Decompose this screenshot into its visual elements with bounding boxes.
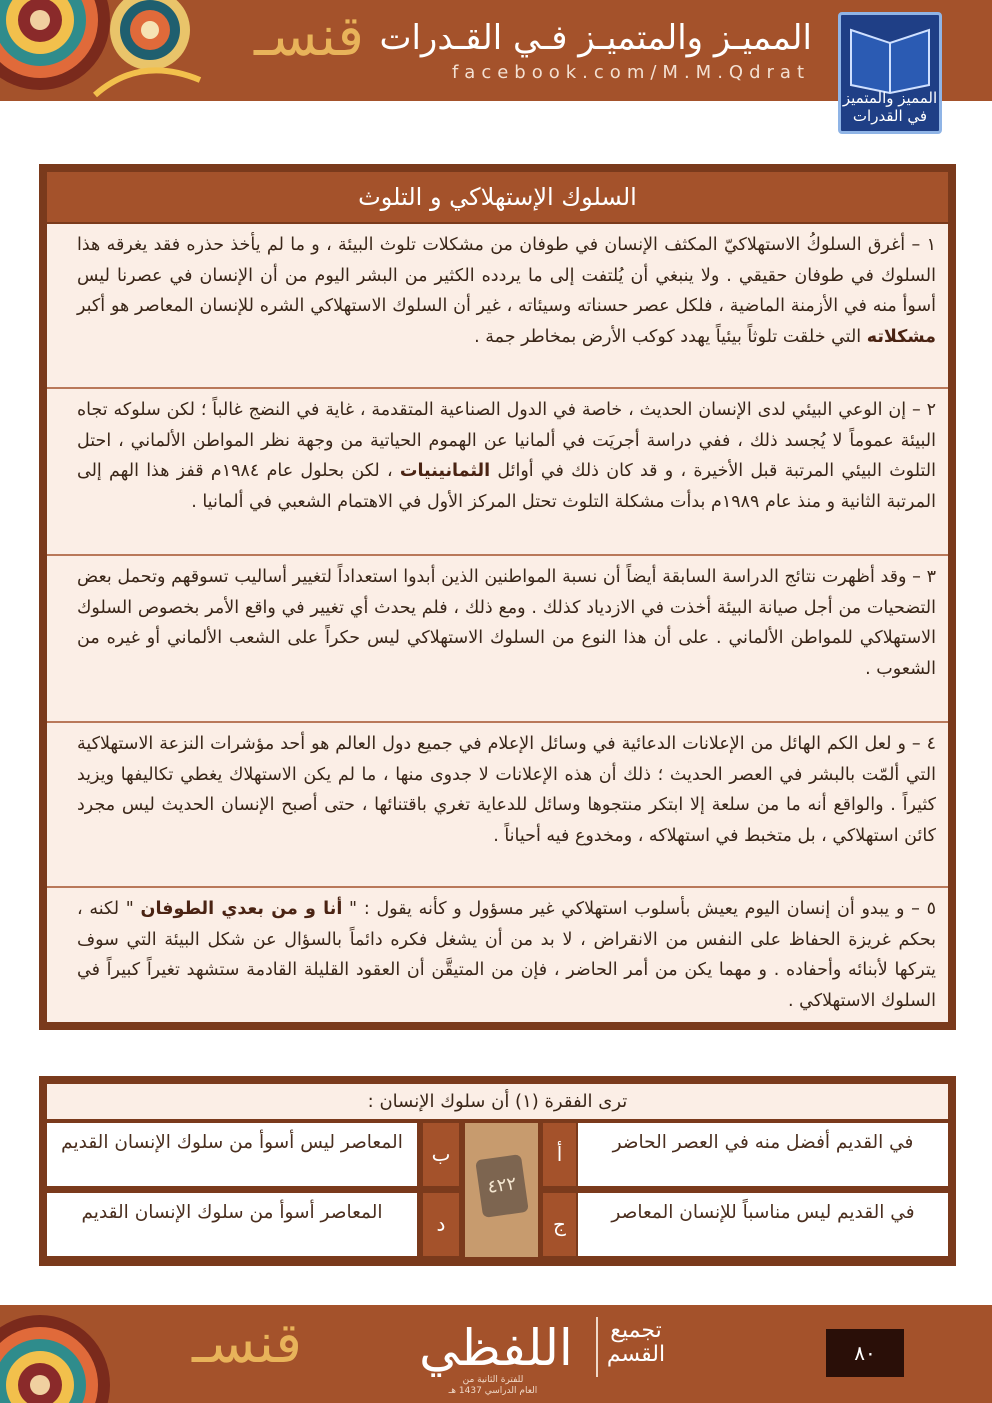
passage-body bbox=[47, 172, 948, 1022]
option-b-letter[interactable]: ب bbox=[423, 1123, 459, 1186]
option-c-letter[interactable]: ج bbox=[543, 1193, 576, 1256]
bold-term: الثمانينيات bbox=[399, 461, 491, 481]
option-d-text[interactable]: المعاصر أسوأ من سلوك الإنسان القديم bbox=[47, 1193, 417, 1256]
reading-passage bbox=[39, 164, 956, 1030]
brand-subtitle: للفترة الثانية من العام الدراسي 1437 هـ bbox=[448, 1375, 538, 1396]
site-title: المميـز والمتميـز فـي القـدرات bbox=[379, 18, 812, 58]
option-d-letter[interactable]: د bbox=[423, 1193, 459, 1256]
divider bbox=[596, 1317, 598, 1377]
paragraph-3: ٣ – وقد أظهرت نتائج الدراسة السابقة أيضاً أن نسبة المواطنين الذين أبدوا استعداداً لتغيير أساليب تسوقهم وتحمل بعض التضحيات من أجل صيانة البيئة أخذت في الازدياد كذلك . ومع ذلك ، فلم يحدث أي تغيير في واقع الأمر بخصوص السلوك الاستهلاكي للمواطن الألماني . على أن هذا النوع من السلوك الاستهلاكي ليس حكراً على الشعب الألماني أو غيره من الشعوب . bbox=[47, 556, 948, 723]
option-c-text[interactable]: في القديم ليس مناسباً للإنسان المعاصر bbox=[578, 1193, 948, 1256]
ornament-decoration bbox=[0, 1305, 180, 1403]
site-url[interactable]: facebook.com/M.M.Qdrat bbox=[451, 62, 810, 83]
paragraph-5: ٥ – و يبدو أن إنسان اليوم يعيش بأسلوب استهلاكي غير مسؤول و كأنه يقول : " أنا و من بعدي الطوفان " لكنه ، بحكم غريزة الحفاظ على النفس من الانقراض ، لا بد من أن يشغل فكره دائماً بالسؤال عن شكل البيئة التي سوف يتركها لأبنائه وأحفاده . و مهما يكن من أمر الحاضر ، فإن من المتيقَّن أن العقود القليلة القادمة ستشهد تغيراً كبيراً في السلوك الاستهلاكي . bbox=[77, 899, 937, 1011]
question-number: ٤٢٢ bbox=[475, 1154, 529, 1218]
passage-title: السلوك الإستهلاكي و التلوث bbox=[47, 172, 948, 224]
site-logo bbox=[838, 12, 942, 134]
option-a-text[interactable]: في القديم أفضل منه في العصر الحاضر bbox=[578, 1123, 948, 1186]
book-icon bbox=[841, 15, 939, 95]
page-number: ٨٠ bbox=[826, 1329, 904, 1377]
ornament-decoration bbox=[0, 0, 240, 101]
question-stem: ترى الفقرة (١) أن سلوك الإنسان : bbox=[47, 1084, 948, 1119]
bold-term: مشكلاته bbox=[866, 326, 936, 347]
bold-term: أنا و من بعدي الطوفان bbox=[140, 899, 343, 919]
page-footer bbox=[0, 1305, 992, 1403]
page-header bbox=[0, 0, 992, 125]
option-b-text[interactable]: المعاصر ليس أسوأ من سلوك الإنسان القديم bbox=[47, 1123, 417, 1186]
option-a-letter[interactable]: أ bbox=[543, 1123, 576, 1186]
brand-title: اللفظي bbox=[419, 1319, 573, 1377]
calligraphy-decoration: قنسـ bbox=[254, 4, 365, 69]
paragraph-2: ٢ – إن الوعي البيئي لدى الإنسان الحديث ، خاصة في الدول الصناعية المتقدمة ، غاية في النضج غالباً ؛ لكن سلوكه تجاه البيئة عموماً لا يُجسد ذلك ، ففي دراسة أجريَت في ألمانيا عن الهموم الحياتية من وجهة نظر المواطن الألماني ، احتل التلوث البيئي المرتبة قبل الأخيرة ، و قد كان ذلك في أوائل الثمانينيات ، لكن بحلول عام ١٩٨٤م قفز هذا الهم إلى المرتبة الثانية و منذ عام ١٩٨٩م بدأت مشكلة التلوث تحتل المركز الأول في الاهتمام الشعبي في ألمانيا . bbox=[47, 389, 948, 556]
question-number-tile bbox=[465, 1123, 538, 1257]
paragraph-1: ١ – أغرق السلوكُ الاستهلاكيّ المكثف الإنسان في طوفان من مشكلات تلوث البيئة ، و ما لم يأخذ حذره فقد يغرقه هذا السلوك في طوفان حقيقي . ولا ينبغي أن يُلتفت إلى ما يردده الكثير من البشر اليوم من أن الإنسان في عصرنا ليس أسوأ منه في الأزمنة الماضية ، فلكل عصر حسناته وسيئاته ، غير أن السلوك الاستهلاكي الشره للإنسان المعاصر هو أكبر مشكلاته التي خلقت تلوثاً بيئياً يهدد كوكب الأرض بمخاطر جمة . bbox=[47, 224, 948, 389]
calligraphy-decoration: قنسـ bbox=[192, 1311, 303, 1376]
logo-text: المميز والمتميز في القدرات bbox=[842, 89, 938, 125]
collection-label: تجميع القسم bbox=[606, 1318, 666, 1367]
paragraph-4: ٤ – و لعل الكم الهائل من الإعلانات الدعائية في وسائل الإعلام في جميع دول العالم هو أحد مؤشرات النزعة الاستهلاكية التي ألمّت بالبشر في العصر الحديث ؛ ذلك أن هذه الإعلانات لا جدوى منها ، ما لم يكن الاستهلاك يغطي تكاليفها ويزيد كثيراً . والواقع أنه ما من سلعة إلا ابتكر منتجوها وسائل للدعاية تغري باقتنائها ، حتى أصبح الإنسان الحديث ليس مجرد كائن استهلاكي ، بل متخبط في استهلاكه ، ومخدوع فيه أحياناً . bbox=[47, 723, 948, 888]
